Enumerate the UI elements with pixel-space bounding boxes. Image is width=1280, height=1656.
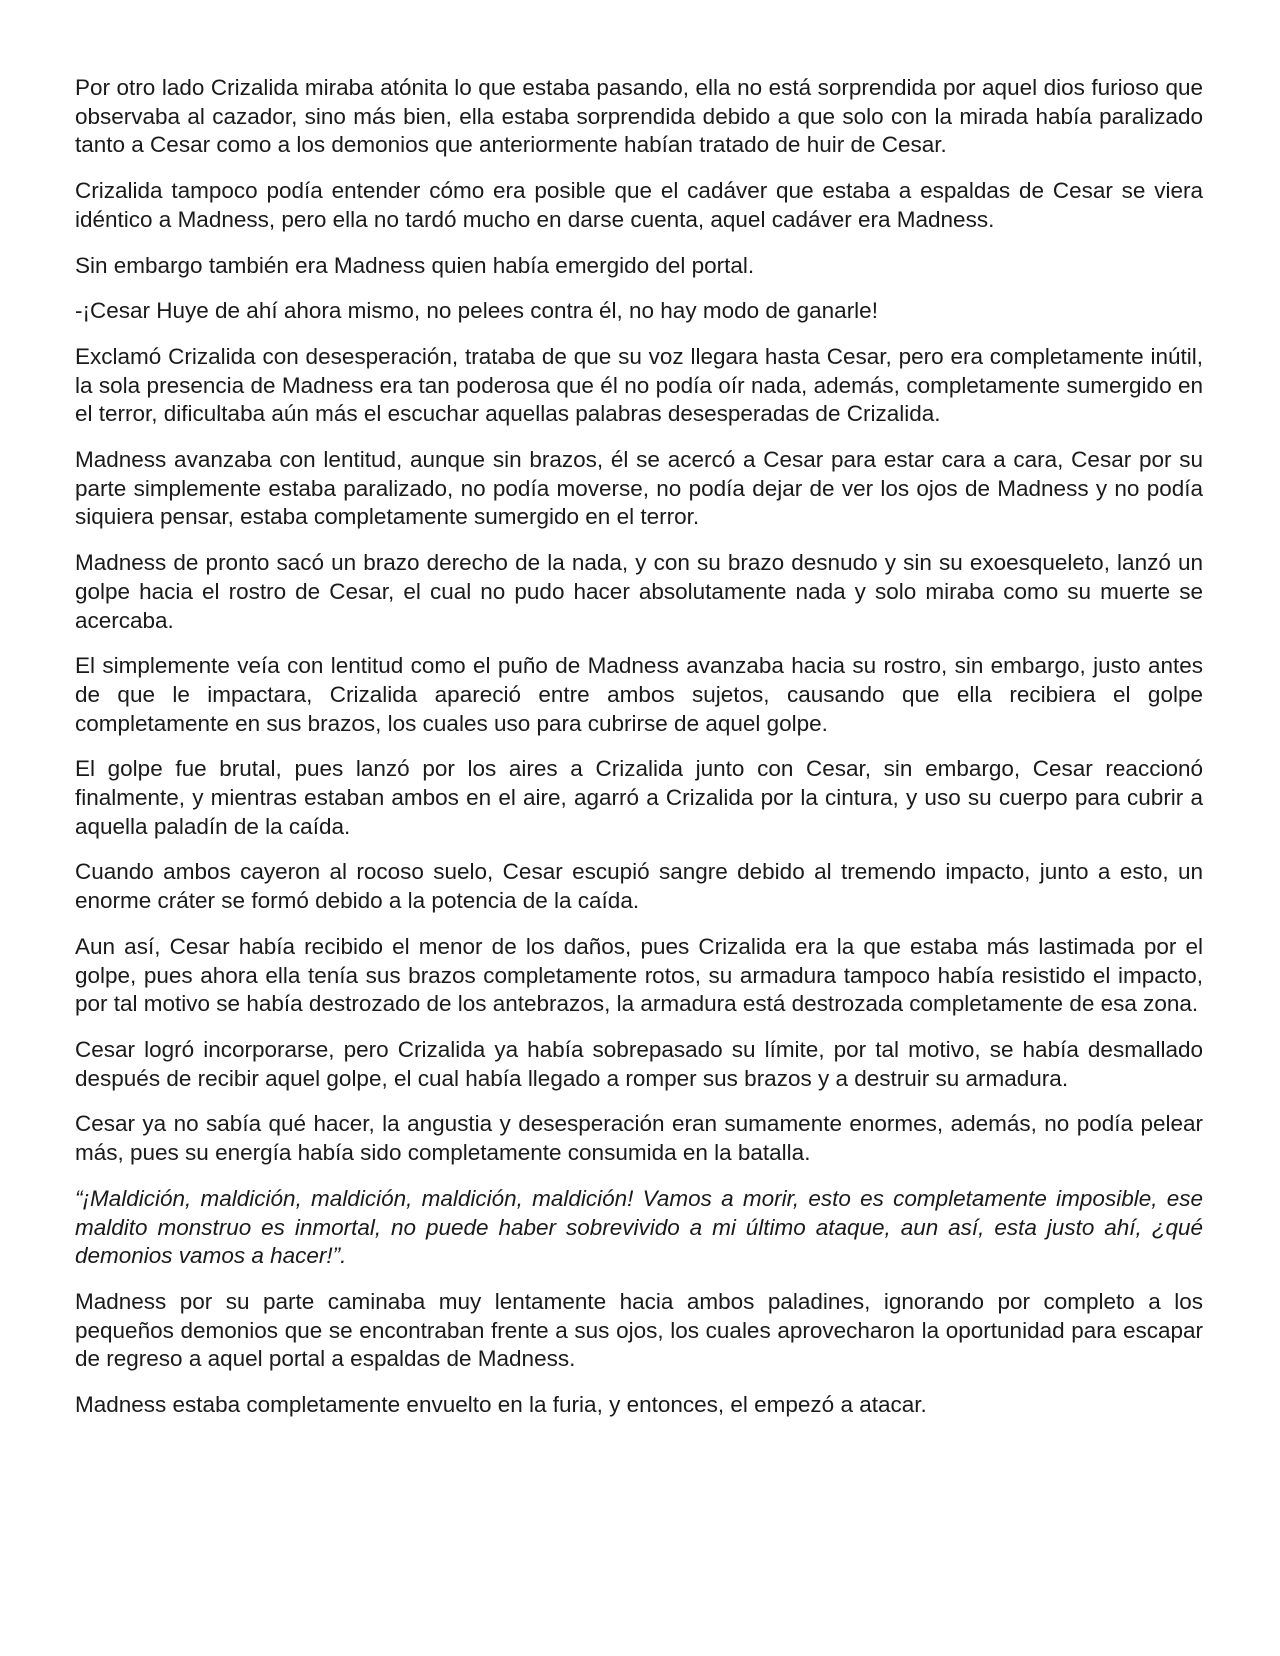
paragraph: Madness estaba completamente envuelto en la furia, y entonces, el empezó a atacar. [75,1392,927,1418]
paragraph: El simplemente veía con lentitud como el puño de Madness avanzaba hacia su rostro, sin embargo, justo antes de que le impactara, Crizalida apareció entre ambos sujetos, causando que ella recibiera el golpe completamente en sus brazos, los cuales uso para cubrirse de aquel golpe. [75,653,1203,736]
paragraph: Madness por su parte caminaba muy lentamente hacia ambos paladines, ignorando por completo a los pequeños demonios que se encontraban frente a sus ojos, los cuales aprovecharon la oportunidad para escapar de regreso a aquel portal a espaldas de Madness. [75,1288,1203,1372]
paragraph: Cesar ya no sabía qué hacer, la angustia y desesperación eran sumamente enormes, además, no podía pelear más, pues su energía había sido completamente consumida en la batalla. [75,1111,1203,1166]
paragraph: Cesar logró incorporarse, pero Crizalida ya había sobrepasado su límite, por tal motivo, se había desmallado después de recibir aquel golpe, el cual había llegado a romper sus brazos y a destruir su armadura. [75,1036,1203,1091]
paragraph: Por otro lado Crizalida miraba atónita lo que estaba pasando, ella no está sorprendida por aquel dios furioso que observaba al cazador, sino más bien, ella estaba sorprendida debido a que solo con la mirada había paralizado tanto a Cesar como a los demonios que anteriormente habían tratado de huir de Cesar. [75,75,1203,158]
paragraph: Madness avanzaba con lentitud, aunque sin brazos, él se acercó a Cesar para estar cara a cara, Cesar por su parte simplemente estaba paralizado, no podía moverse, no podía dejar de ver los ojos de Madness y no podía siquiera pensar, estaba completamente sumergido en el terror. [75,447,1203,530]
paragraph: Aun así, Cesar había recibido el menor de los daños, pues Crizalida era la que estaba más lastimada por el golpe, pues ahora ella tenía sus brazos completamente rotos, su armadura tampoco había resistido el impacto, por tal motivo se había destrozado de los antebrazos, la armadura está destrozada completamente de esa zona. [75,933,1203,1017]
paragraph: Crizalida tampoco podía entender cómo era posible que el cadáver que estaba a espaldas de Cesar se viera idéntico a Madness, pero ella no tardó mucho en darse cuenta, aquel cadáver era Madness. [75,178,1203,232]
document-page [75,74,1203,1437]
paragraph: Cuando ambos cayeron al rocoso suelo, Cesar escupió sangre debido al tremendo impacto, junto a esto, un enorme cráter se formó debido a la potencia de la caída. [75,859,1203,914]
italic-quote-paragraph: “¡Maldición, maldición, maldición, maldición, maldición! Vamos a morir, esto es completamente imposible, ese maldito monstruo es inmortal, no puede haber sobrevivido a mi último ataque, aun así, esta justo ahí, ¿qué demonios vamos a hacer!”. [75,1185,1203,1269]
paragraph: Madness de pronto sacó un brazo derecho de la nada, y con su brazo desnudo y sin su exoesqueleto, lanzó un golpe hacia el rostro de Cesar, el cual no pudo hacer absolutamente nada y solo miraba como su muerte se acercaba. [75,550,1203,633]
paragraph: Exclamó Crizalida con desesperación, trataba de que su voz llegara hasta Cesar, pero era completamente inútil, la sola presencia de Madness era tan poderosa que él no podía oír nada, además, completamente sumergido en el terror, dificultaba aún más el escuchar aquellas palabras desesperadas de Crizalida. [75,343,1203,427]
paragraph: El golpe fue brutal, pues lanzó por los aires a Crizalida junto con Cesar, sin embargo, Cesar reaccionó finalmente, y mientras estaban ambos en el aire, agarró a Crizalida por la cintura, y uso su cuerpo para cubrir a aquella paladín de la caída. [75,756,1203,839]
paragraph: -¡Cesar Huye de ahí ahora mismo, no pelees contra él, no hay modo de ganarle! [75,298,878,324]
paragraph: Sin embargo también era Madness quien había emergido del portal. [75,252,755,278]
